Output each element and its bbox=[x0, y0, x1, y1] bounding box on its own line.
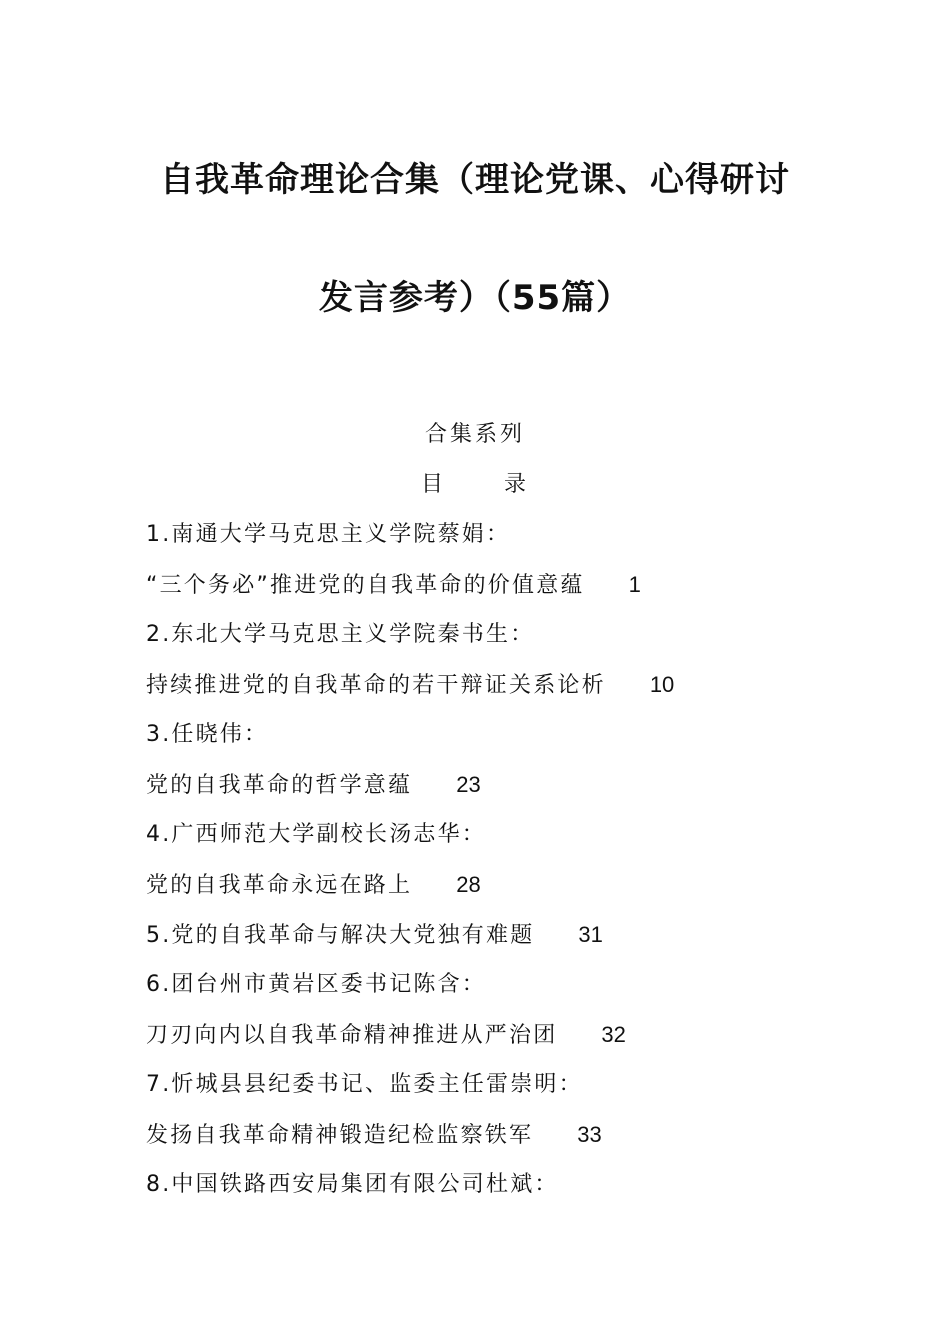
toc-entry-heading: 3.任晓伟： bbox=[146, 722, 269, 747]
series-label: 合集系列 bbox=[424, 422, 525, 447]
toc-entry-heading: 8.中国铁路西安局集团有限公司杜斌： bbox=[146, 1172, 559, 1197]
toc-page-number: 23 bbox=[456, 772, 481, 797]
toc-entry-title: “三个务必”推进党的自我革命的价值意蕴 bbox=[146, 573, 585, 598]
toc-entry-title: 5.党的自我革命与解决大党独有难题 bbox=[146, 923, 535, 948]
toc-page-number: 33 bbox=[577, 1122, 602, 1147]
toc-entry-heading: 4.广西师范大学副校长汤志华： bbox=[146, 822, 486, 847]
toc-entry-heading: 1.南通大学马克思主义学院蔡娟： bbox=[146, 522, 511, 547]
toc-page-number: 1 bbox=[628, 572, 641, 597]
toc-heading bbox=[0, 470, 950, 500]
toc-entry-title: 发扬自我革命精神锻造纪检监察铁军 bbox=[146, 1123, 534, 1148]
toc-entry-7-title[interactable] bbox=[146, 1118, 674, 1168]
toc-entry-title: 党的自我革命的哲学意蕴 bbox=[146, 773, 413, 798]
toc-entry-6-title[interactable] bbox=[146, 1018, 674, 1068]
toc-page-number: 31 bbox=[578, 922, 603, 947]
toc-page-number: 32 bbox=[601, 1022, 626, 1047]
toc-heading-left: 目 bbox=[420, 472, 446, 497]
table-of-contents bbox=[146, 518, 674, 1218]
toc-entry-heading: 6.团台州市黄岩区委书记陈含： bbox=[146, 972, 486, 997]
toc-entry-title: 刀刃向内以自我革命精神推进从严治团 bbox=[146, 1023, 558, 1048]
toc-entry-6-heading[interactable] bbox=[146, 968, 674, 1018]
toc-entry-3-title[interactable] bbox=[146, 768, 674, 818]
toc-entry-7-heading[interactable] bbox=[146, 1068, 674, 1118]
toc-page-number: 28 bbox=[456, 872, 481, 897]
document-title-line-1: 自我革命理论合集（理论党课、心得研讨 bbox=[160, 160, 790, 200]
toc-entry-2-heading[interactable] bbox=[146, 618, 674, 668]
toc-heading-right: 录 bbox=[504, 472, 530, 497]
toc-entry-1-heading[interactable] bbox=[146, 518, 674, 568]
toc-entry-heading: 7.忻城县县纪委书记、监委主任雷崇明： bbox=[146, 1072, 583, 1097]
toc-entry-5-title[interactable] bbox=[146, 918, 674, 968]
toc-entry-heading: 2.东北大学马克思主义学院秦书生： bbox=[146, 622, 535, 647]
document-title-line-2: 发言参考）（55篇） bbox=[318, 278, 632, 318]
toc-entry-4-heading[interactable] bbox=[146, 818, 674, 868]
toc-entry-3-heading[interactable] bbox=[146, 718, 674, 768]
toc-entry-8-heading[interactable] bbox=[146, 1168, 674, 1218]
toc-entry-title: 党的自我革命永远在路上 bbox=[146, 873, 413, 898]
toc-entry-4-title[interactable] bbox=[146, 868, 674, 918]
toc-entry-title: 持续推进党的自我革命的若干辩证关系论析 bbox=[146, 673, 606, 698]
toc-page-number: 10 bbox=[649, 672, 675, 697]
toc-entry-2-title[interactable] bbox=[146, 668, 674, 718]
toc-entry-1-title[interactable] bbox=[146, 568, 674, 618]
